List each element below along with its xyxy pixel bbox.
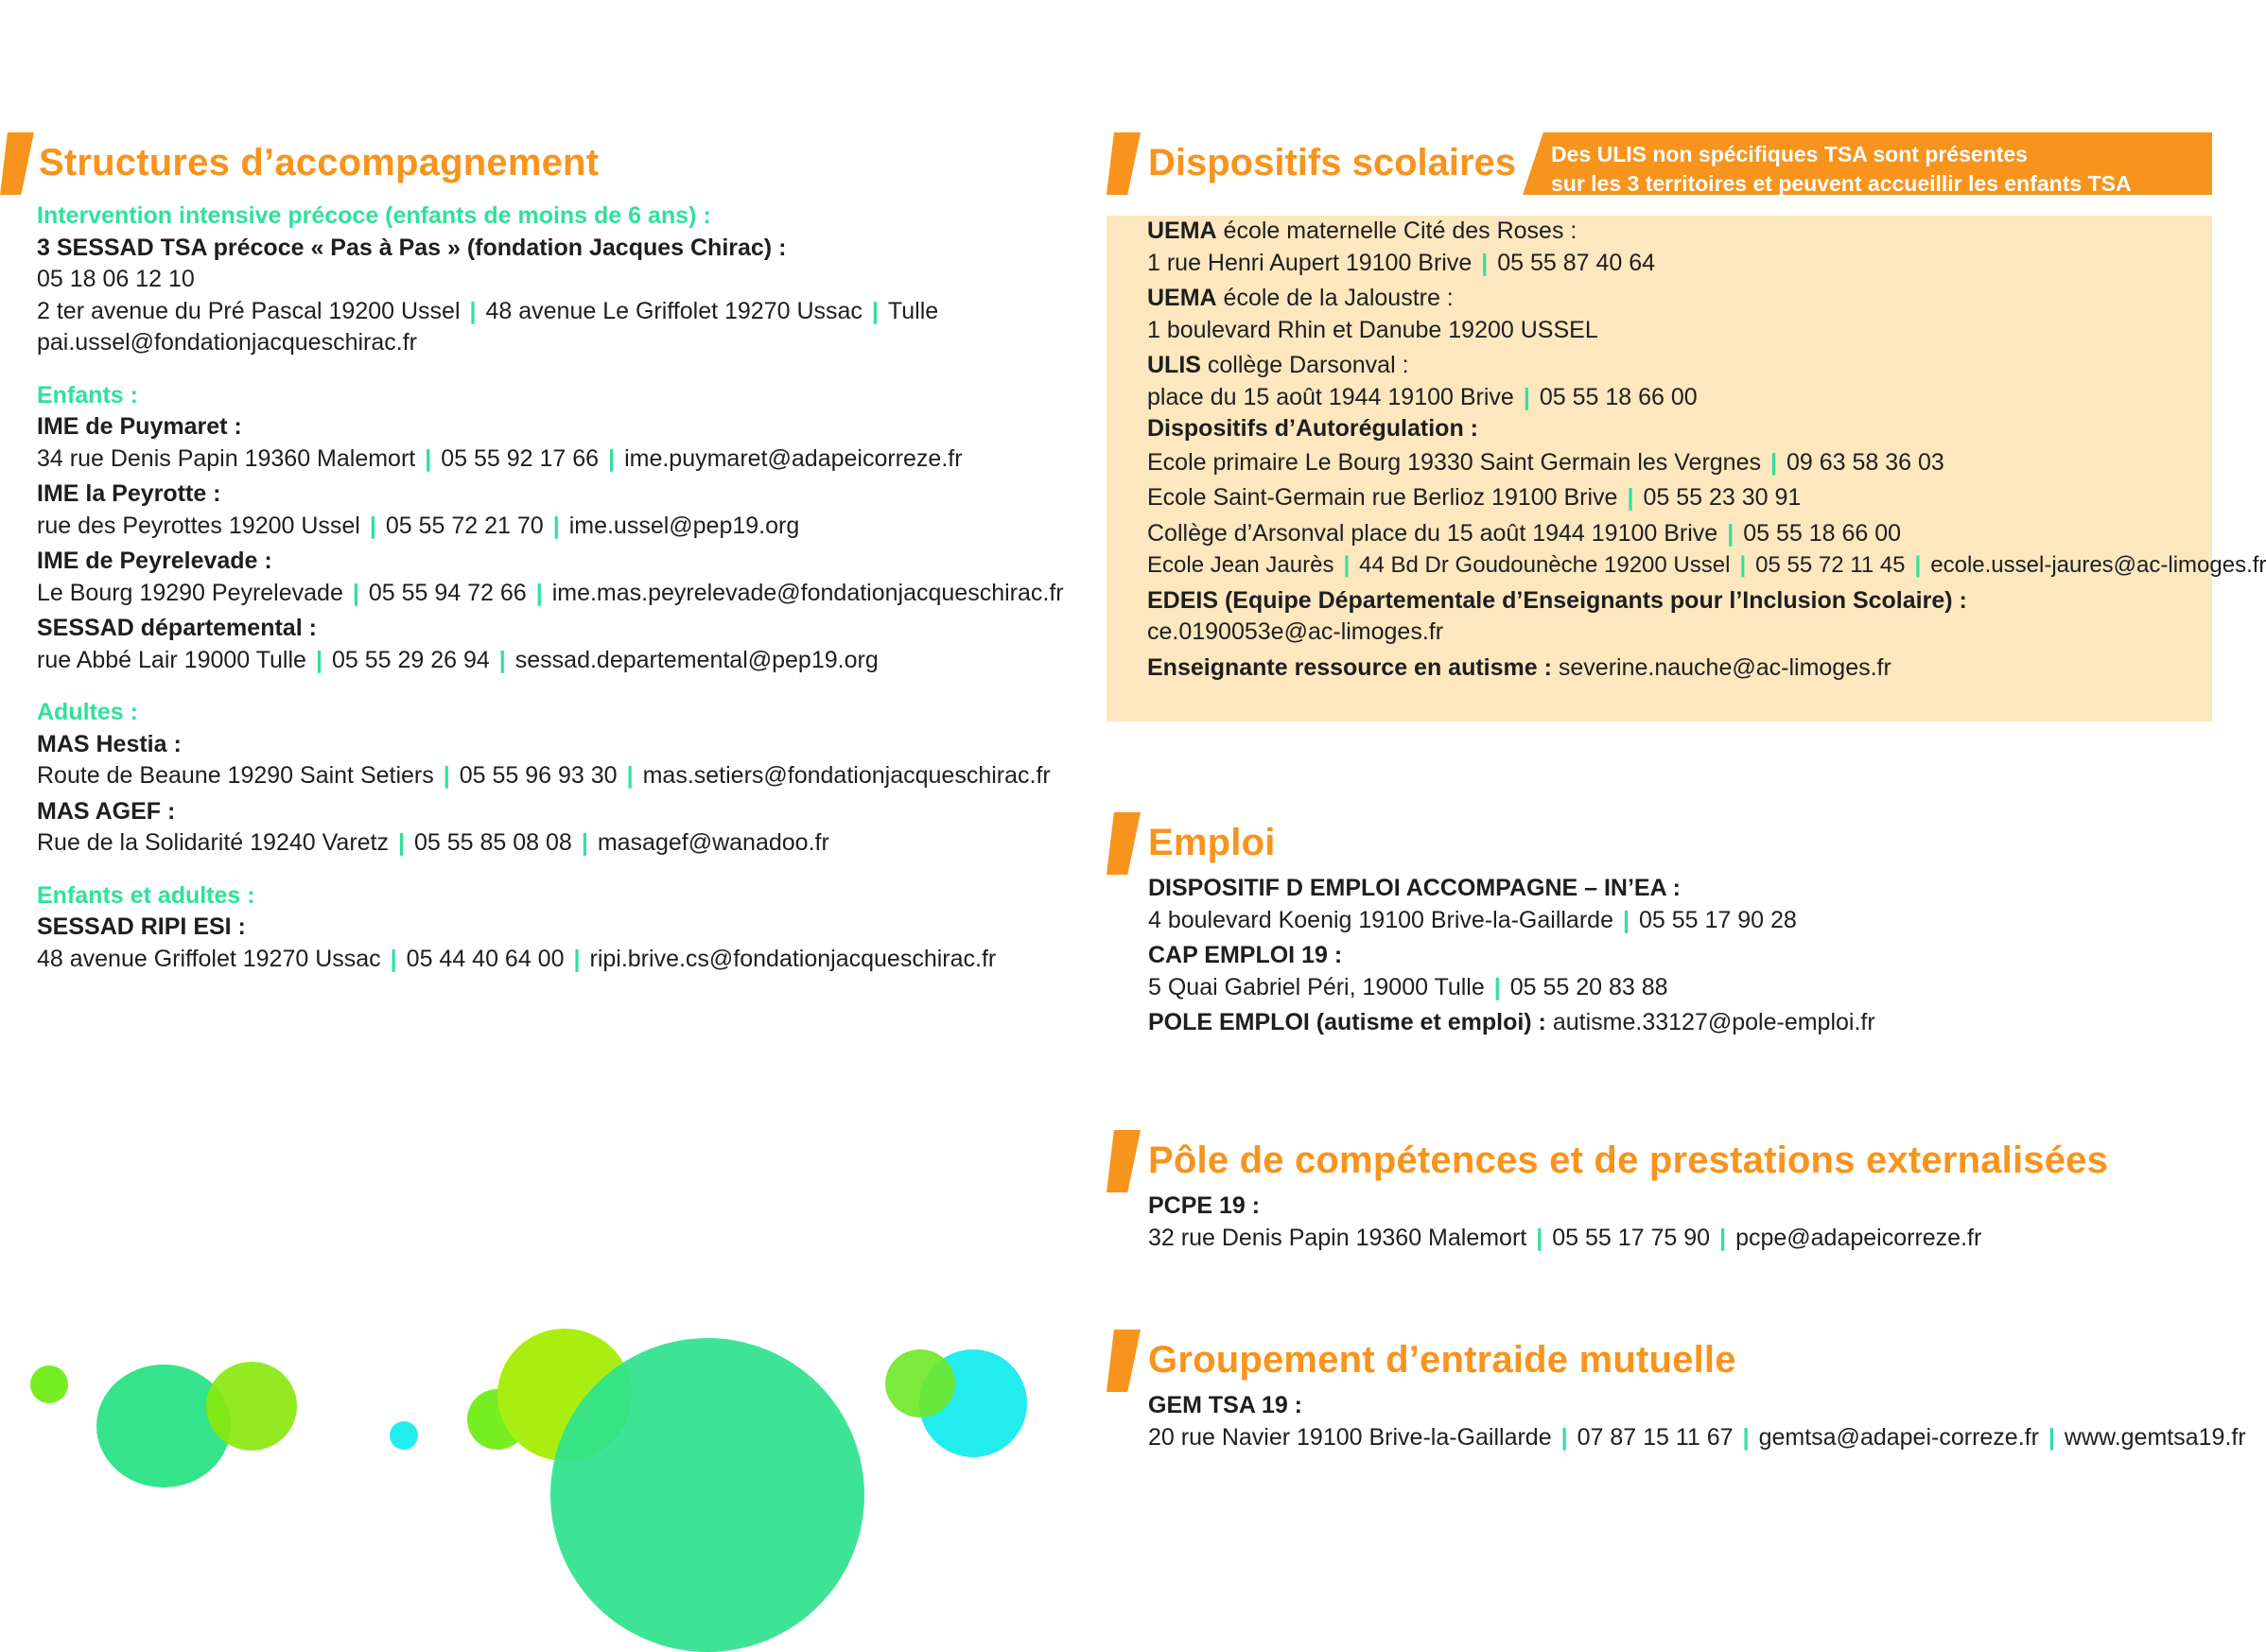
acronym: UEMA	[1147, 217, 1217, 244]
entry-name: IME de Peyrelevade :	[37, 548, 272, 574]
entry-name: 3 SESSAD TSA précoce « Pas à Pas » (fondation Jacques Chirac) :	[37, 234, 787, 261]
phone: 05 55 72 11 45	[1755, 552, 1906, 578]
separator: |	[1914, 552, 1922, 578]
separator: |	[535, 579, 543, 606]
subheading: Intervention intensive précoce (enfants de moins de 6 ans) :	[37, 202, 711, 229]
entry-name: EDEIS (Equipe Départementale d’Enseignants pour l’Inclusion Scolaire) :	[1147, 586, 1967, 614]
phone: 05 55 72 21 70	[385, 512, 544, 539]
section-title: Emploi	[1148, 822, 1276, 863]
banner-line: Des ULIS non spécifiques TSA sont présentes	[1551, 142, 2028, 166]
entry-details	[37, 645, 1087, 677]
phone: 05 55 87 40 64	[1497, 249, 1656, 276]
decorative-bubble	[885, 1349, 955, 1417]
entry-details	[37, 578, 1087, 610]
entry-details	[37, 511, 1087, 543]
entry-name: MAS Hestia :	[37, 730, 182, 757]
section-emploi	[1107, 810, 2212, 1039]
decorative-bubble	[206, 1362, 297, 1451]
website-link[interactable]: www.gemtsa19.fr	[2064, 1423, 2246, 1451]
gem-list	[1107, 1390, 2246, 1453]
orange-flag-icon	[1107, 132, 1141, 195]
entry-details	[37, 944, 1087, 976]
separator: |	[1622, 906, 1630, 933]
entry-details	[1147, 447, 2212, 479]
entry-details	[1148, 1007, 2212, 1039]
orange-flag-icon	[0, 132, 34, 195]
separator: |	[581, 829, 588, 856]
acronym: UEMA	[1147, 285, 1217, 311]
separator: |	[1742, 1423, 1750, 1451]
section-title: Dispositifs scolaires	[1148, 142, 1517, 183]
separator: |	[398, 829, 405, 856]
address: Collège d’Arsonval place du 15 août 1944 19100 Brive	[1147, 519, 1718, 547]
phone: 05 18 06 12 10	[37, 266, 195, 292]
section-header-gem	[1107, 1328, 2212, 1398]
entry-name: Enseignante ressource en autisme :	[1147, 653, 1552, 681]
email-link[interactable]: pai.ussel@fondationjacqueschirac.fr	[37, 329, 417, 356]
entry-details	[1147, 248, 2212, 280]
decorative-bubble	[30, 1365, 68, 1403]
separator: |	[1627, 484, 1634, 511]
info-banner-text	[1551, 140, 2132, 199]
address: Rue de la Solidarité 19240 Varetz	[37, 829, 389, 856]
emploi-list	[1107, 873, 2212, 1039]
separator: |	[469, 297, 477, 324]
email-link[interactable]: mas.setiers@fondationjacqueschirac.fr	[642, 762, 1051, 789]
left-column	[37, 130, 1087, 975]
address: rue Abbé Lair 19000 Tulle	[37, 646, 306, 673]
separator: |	[315, 646, 322, 673]
separator: |	[1343, 552, 1351, 578]
address: 20 rue Navier 19100 Brive-la-Gaillarde	[1148, 1423, 1552, 1451]
email-link[interactable]: sessad.departemental@pep19.org	[514, 646, 879, 673]
entry-details	[1148, 1223, 2212, 1255]
separator: |	[1481, 249, 1489, 276]
section-header-structures	[37, 130, 1087, 200]
entry-name: PCPE 19 :	[1148, 1192, 1261, 1219]
entry-name	[1147, 216, 2212, 248]
separator: |	[1727, 519, 1734, 547]
email-link[interactable]: severine.nauche@ac-limoges.fr	[1558, 653, 1891, 681]
separator: |	[1536, 1224, 1543, 1251]
entry-name: IME la Peyrotte :	[37, 480, 221, 507]
entry-name: GEM TSA 19 :	[1148, 1392, 1302, 1418]
separator: |	[1739, 552, 1747, 578]
decorative-bubble	[550, 1338, 864, 1652]
subheading: Enfants et adultes :	[37, 881, 255, 909]
section-gem	[1107, 1328, 2246, 1453]
address: rue des Peyrottes 19200 Ussel	[37, 512, 360, 539]
email-link[interactable]: ime.puymaret@adapeicorreze.fr	[624, 444, 963, 472]
address: 32 rue Denis Papin 19360 Malemort	[1148, 1224, 1527, 1251]
separator: |	[1719, 1224, 1727, 1251]
email-link[interactable]: ime.mas.peyrelevade@fondationjacqueschirac.fr	[551, 579, 1064, 606]
panel-dispositifs-scolaires	[1107, 130, 2266, 722]
email-link[interactable]: masagef@wanadoo.fr	[597, 829, 829, 856]
separator: |	[369, 512, 376, 539]
section-pole	[1107, 1128, 2212, 1254]
separator: |	[390, 945, 397, 972]
separator: |	[1523, 383, 1530, 410]
entry-name: DISPOSITIF D EMPLOI ACCOMPAGNE – IN’EA :	[1148, 875, 1682, 901]
orange-flag-icon	[1107, 1330, 1141, 1392]
entry-details	[37, 443, 1087, 476]
address: 44 Bd Dr Goudounèche 19200 Ussel	[1359, 552, 1731, 578]
entry-details	[37, 827, 1087, 860]
orange-flag-icon	[1107, 812, 1141, 875]
address: Tulle	[887, 297, 939, 324]
email-link[interactable]: gemtsa@adapei-correze.fr	[1758, 1423, 2039, 1451]
phone: 07 87 15 11 67	[1577, 1423, 1734, 1451]
subheading: Adultes :	[37, 699, 138, 725]
separator: |	[352, 579, 359, 606]
banner-line: sur les 3 territoires et peuvent accueillir les enfants TSA	[1551, 171, 2132, 196]
address: 48 avenue Le Griffolet 19270 Ussac	[485, 297, 863, 324]
email-link[interactable]: autisme.33127@pole-emploi.fr	[1552, 1009, 1875, 1035]
phone: 05 55 96 93 30	[459, 762, 618, 789]
entry-details	[1147, 518, 2212, 550]
entry-details	[1148, 972, 2212, 1004]
section-header-emploi	[1107, 810, 2212, 880]
entry-name	[1147, 350, 2212, 382]
separator: |	[1493, 973, 1501, 1000]
entry-name: SESSAD RIPI ESI :	[37, 913, 246, 940]
phone: 09 63 58 36 03	[1786, 448, 1944, 476]
entry-name: MAS AGEF :	[37, 797, 176, 825]
phone: 05 55 94 72 66	[368, 579, 527, 606]
entry-name: SESSAD départemental :	[37, 615, 317, 641]
address: 5 Quai Gabriel Péri, 19000 Tulle	[1148, 973, 1485, 1000]
email-link[interactable]: ecole.ussel-jaures@ac-limoges.fr	[1930, 552, 2266, 578]
address: Ecole Saint-Germain rue Berlioz 19100 Brive	[1147, 484, 1618, 511]
entry-desc: collège Darsonval :	[1200, 352, 1409, 378]
entry-name: Dispositifs d’Autorégulation :	[1147, 415, 1478, 442]
address: 1 rue Henri Aupert 19100 Brive	[1147, 249, 1473, 276]
entry-details	[1147, 482, 2212, 514]
email-link[interactable]: ce.0190053e@ac-limoges.fr	[1147, 618, 1444, 645]
pole-list	[1107, 1191, 2212, 1254]
entry-name: IME de Puymaret :	[37, 413, 242, 440]
address: 1 boulevard Rhin et Danube 19200 USSEL	[1147, 316, 1598, 343]
separator: |	[608, 444, 616, 472]
phone: 05 44 40 64 00	[406, 945, 565, 972]
phone: 05 55 18 66 00	[1743, 519, 1902, 547]
decorative-bubble	[390, 1421, 418, 1450]
entry-details	[1148, 1422, 2246, 1454]
entry-details	[1147, 652, 2212, 685]
address: Ecole Jean Jaurès	[1147, 552, 1334, 578]
section-header-pole	[1107, 1128, 2212, 1198]
phone: 05 55 29 26 94	[331, 646, 490, 673]
entry-details	[1147, 382, 2212, 414]
separator: |	[552, 512, 560, 539]
separator: |	[1560, 1423, 1568, 1451]
email-link[interactable]: ripi.brive.cs@fondationjacqueschirac.fr	[589, 945, 997, 972]
section-title: Groupement d’entraide mutuelle	[1148, 1339, 1736, 1381]
separator: |	[498, 646, 506, 673]
address: 34 rue Denis Papin 19360 Malemort	[37, 444, 416, 472]
address: place du 15 août 1944 19100 Brive	[1147, 383, 1514, 410]
address: Le Bourg 19290 Peyrelevade	[37, 579, 343, 606]
address: 2 ter avenue du Pré Pascal 19200 Ussel	[37, 297, 461, 324]
entry-name: POLE EMPLOI (autisme et emploi) :	[1148, 1009, 1546, 1035]
email-link[interactable]: pcpe@adapeicorreze.fr	[1735, 1224, 1982, 1251]
address: Ecole primaire Le Bourg 19330 Saint Germain les Vergnes	[1147, 448, 1761, 476]
orange-flag-icon	[1107, 1130, 1141, 1192]
acronym: ULIS	[1147, 352, 1201, 378]
phone: 05 55 20 83 88	[1509, 973, 1668, 1000]
email-link[interactable]: ime.ussel@pep19.org	[568, 512, 800, 539]
entry-desc: école de la Jaloustre :	[1216, 285, 1454, 311]
separator: |	[573, 945, 581, 972]
entry-details	[37, 760, 1087, 792]
section-title: Structures d’accompagnement	[39, 142, 600, 183]
entry-name: CAP EMPLOI 19 :	[1148, 942, 1343, 968]
separator: |	[425, 444, 432, 472]
section-header-scolaires	[1107, 130, 2212, 216]
phone: 05 55 23 30 91	[1643, 484, 1802, 511]
separator: |	[1769, 448, 1777, 476]
phone: 05 55 17 75 90	[1552, 1224, 1711, 1251]
address-row	[37, 296, 1087, 328]
address: 4 boulevard Koenig 19100 Brive-la-Gaillarde	[1148, 906, 1613, 933]
separator: |	[626, 762, 634, 789]
subheading: Enfants :	[37, 381, 138, 409]
entry-name	[1147, 283, 2212, 315]
phone: 05 55 92 17 66	[441, 444, 600, 472]
entry-desc: école maternelle Cité des Roses :	[1216, 217, 1577, 244]
entry-details	[1148, 905, 2212, 937]
phone: 05 55 18 66 00	[1539, 383, 1698, 410]
entry-details	[1147, 549, 2266, 582]
separator: |	[443, 762, 450, 789]
structures-list	[37, 200, 1087, 975]
phone: 05 55 85 08 08	[414, 829, 572, 856]
separator: |	[871, 297, 879, 324]
section-title: Pôle de compétences et de prestations externalisées	[1148, 1139, 2109, 1181]
phone: 05 55 17 90 28	[1638, 906, 1797, 933]
scolaire-list	[1107, 216, 2266, 684]
address: 48 avenue Griffolet 19270 Ussac	[37, 945, 381, 972]
separator: |	[2048, 1423, 2055, 1451]
address: Route de Beaune 19290 Saint Setiers	[37, 762, 434, 789]
